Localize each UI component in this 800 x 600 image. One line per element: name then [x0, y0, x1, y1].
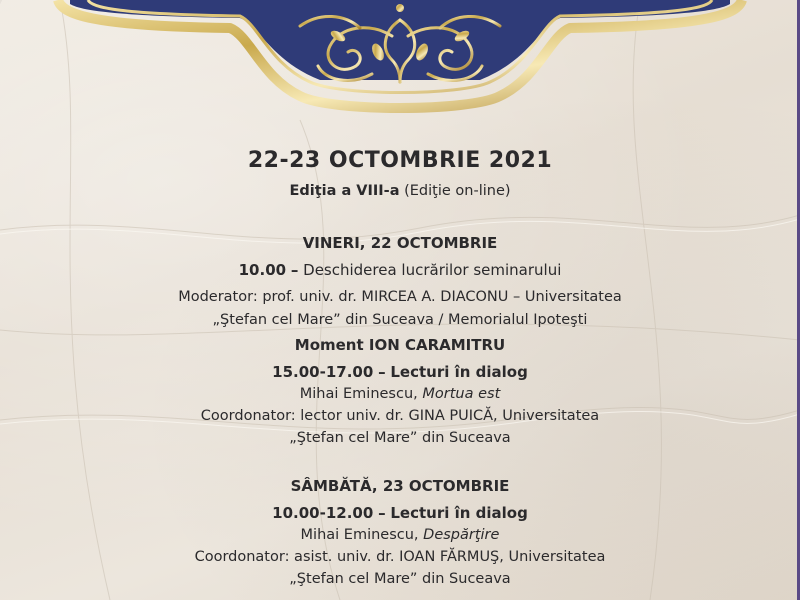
day1-coordinator-line2: „Ştefan cel Mare” din Suceava: [289, 430, 511, 446]
opening-dash: –: [290, 261, 299, 279]
edition-number: Ediţia a VIII-a: [289, 183, 400, 199]
poem-title: Mortua est: [422, 386, 501, 402]
day1-moderator-line1: Moderator: prof. univ. dr. MIRCEA A. DIACONU – Universitatea: [178, 289, 622, 305]
day1-session: [0, 363, 800, 381]
day2-title: SÂMBĂTĂ, 23 OCTOMBRIE: [290, 477, 510, 495]
poem-author: Mihai Eminescu,: [299, 386, 418, 402]
day2-coordinator-line1: Coordonator: asist. univ. dr. IOAN FĂRMUŞ, Universitatea: [194, 549, 606, 565]
day2-session: [0, 504, 800, 522]
day2-poem: [0, 527, 800, 543]
edition-line: [0, 183, 800, 199]
day1-moderator-line2: „Ştefan cel Mare” din Suceava / Memorialul Ipoteşti: [212, 312, 588, 328]
session-title: Lecturi în dialog: [390, 504, 528, 522]
session-time: 10.00-12.00: [272, 504, 374, 522]
opening-text: Deschiderea lucrărilor seminarului: [303, 261, 562, 279]
poem-author: Mihai Eminescu,: [300, 527, 419, 543]
session-dash: –: [378, 504, 386, 522]
day2-coordinator-line2: „Ştefan cel Mare” din Suceava: [289, 571, 511, 587]
day1-opening: [0, 261, 800, 279]
session-dash: –: [378, 363, 386, 381]
session-title: Lecturi în dialog: [390, 363, 528, 381]
opening-time: 10.00: [238, 261, 287, 279]
day1-moment: Moment ION CARAMITRU: [294, 336, 506, 354]
day1-coordinator-line1: Coordonator: lector univ. dr. GINA PUICĂ, Universitatea: [200, 408, 600, 424]
edition-note: (Ediţie on-line): [404, 183, 511, 199]
event-date: 22-23 OCTOMBRIE 2021: [247, 148, 553, 173]
day1-poem: [0, 386, 800, 402]
poem-title: Despărţire: [423, 527, 500, 543]
session-time: 15.00-17.00: [272, 363, 374, 381]
day1-title: VINERI, 22 OCTOMBRIE: [302, 234, 498, 252]
